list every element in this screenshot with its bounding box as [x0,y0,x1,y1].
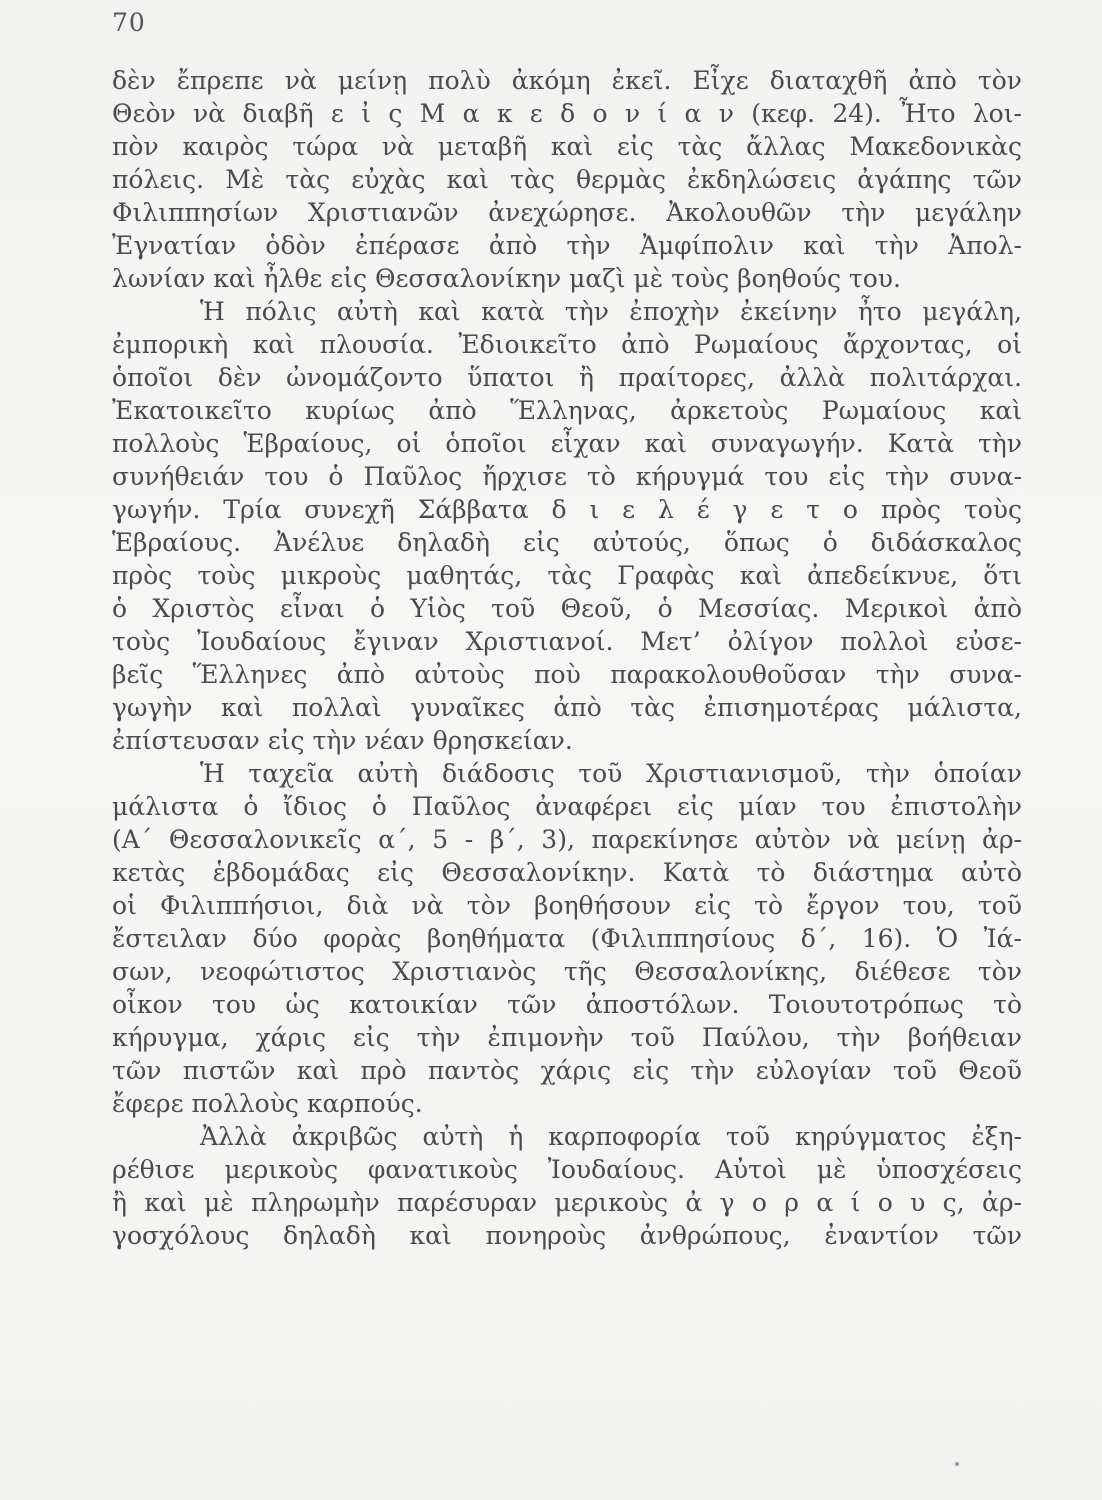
text-line: οἱ Φιλιππήσιοι, διὰ νὰ τὸν βοηθήσουν εἰς τὸ ἔργον του, τοῦ [112,891,1022,920]
text-line: πολλοὺς Ἑβραίους, οἱ ὁποῖοι εἶχαν καὶ συναγωγήν. Κατὰ τὴν [112,429,1022,458]
text-line: Ἡ πόλις αὐτὴ καὶ κατὰ τὴν ἐποχὴν ἐκείνην ἦτο μεγάλη, [200,297,1022,326]
text-line: γωγήν. Τρία συνεχῆ Σάββατα δ ι ε λ έ γ ε τ ο πρὸς τοὺς [112,495,1022,524]
text-line: κετὰς ἑβδομάδας εἰς Θεσσαλονίκην. Κατὰ τὸ διάστημα αὐτὸ [112,858,1022,887]
text-line: δὲν ἔπρεπε νὰ μείνῃ πολὺ ἀκόμη ἐκεῖ. Εἶχε διαταχθῆ ἀπὸ τὸν [112,66,1022,95]
text-line: γωγὴν καὶ πολλαὶ γυναῖκες ἀπὸ τὰς ἐπισημοτέρας μάλιστα, [112,693,1022,722]
text-line: πὸν καιρὸς τώρα νὰ μεταβῆ καὶ εἰς τὰς ἄλλας Μακεδονικὰς [112,132,1022,161]
text-line: Θεὸν νὰ διαβῆ ε ἰ ς Μ α κ ε δ ο ν ί α ν (κεφ. 24). Ἦτο λοι- [112,99,1022,128]
text-line: κήρυγμα, χάρις εἰς τὴν ἐπιμονὴν τοῦ Παύλου, τὴν βοήθειαν [112,1023,1022,1052]
text-line: γοσχόλους δηλαδὴ καὶ πονηροὺς ἀνθρώπους, ἐναντίον τῶν [112,1221,1022,1250]
text-line: Ἀλλὰ ἀκριβῶς αὐτὴ ἡ καρποφορία τοῦ κηρύγματος ἐξη- [200,1122,1022,1151]
text-line: πόλεις. Μὲ τὰς εὐχὰς καὶ τὰς θερμὰς ἐκδηλώσεις ἀγάπης τῶν [112,165,1022,194]
text-line: ὁποῖοι δὲν ὠνομάζοντο ὕπατοι ἢ πραίτορες, ἀλλὰ πολιτάρχαι. [112,363,1022,392]
text-line: ὁ Χριστὸς εἶναι ὁ Υἱὸς τοῦ Θεοῦ, ὁ Μεσσίας. Μερικοὶ ἀπὸ [112,594,1022,623]
text-line: πρὸς τοὺς μικροὺς μαθητάς, τὰς Γραφὰς καὶ ἀπεδείκνυε, ὅτι [112,561,1022,590]
text-line: τοὺς Ἰουδαίους ἔγιναν Χριστιανοί. Μετ’ ὀλίγον πολλοὶ εὐσε- [112,627,1022,656]
text-line: σων, νεοφώτιστος Χριστιανὸς τῆς Θεσσαλονίκης, διέθεσε τὸν [112,957,1022,986]
page-number: 70 [112,8,146,37]
text-line: Ἐγνατίαν ὁδὸν ἐπέρασε ἀπὸ τὴν Ἀμφίπολιν καὶ τὴν Ἀπολ- [112,231,1022,260]
text-line: Φιλιππησίων Χριστιανῶν ἀνεχώρησε. Ἀκολουθῶν τὴν μεγάλην [112,198,1022,227]
scan-speck [955,1462,959,1466]
text-line: ἐπίστευσαν εἰς τὴν νέαν θρησκείαν. [112,726,573,755]
text-line: μάλιστα ὁ ἴδιος ὁ Παῦλος ἀναφέρει εἰς μίαν του ἐπιστολὴν [112,792,1022,821]
text-line: ἢ καὶ μὲ πληρωμὴν παρέσυραν μερικοὺς ἀ γ ο ρ α ί ο υ ς, ἀρ- [112,1188,1022,1217]
text-line: οἶκον του ὡς κατοικίαν τῶν ἀποστόλων. Τοιουτοτρόπως τὸ [112,990,1022,1019]
body-text [112,64,1022,1252]
text-line: (Α´ Θεσσαλονικεῖς α´, 5 - β´, 3), παρεκίνησε αὐτὸν νὰ μείνῃ ἀρ- [112,825,1022,854]
text-line: ρέθισε μερικοὺς φανατικοὺς Ἰουδαίους. Αὐτοὶ μὲ ὑποσχέσεις [112,1155,1022,1184]
text-line: λωνίαν καὶ ἦλθε εἰς Θεσσαλονίκην μαζὶ μὲ τοὺς βοηθούς του. [112,264,901,293]
text-line: τῶν πιστῶν καὶ πρὸ παντὸς χάρις εἰς τὴν εὐλογίαν τοῦ Θεοῦ [112,1056,1022,1085]
text-line: ἐμπορικὴ καὶ πλουσία. Ἐδιοικεῖτο ἀπὸ Ρωμαίους ἄρχοντας, οἱ [112,330,1022,359]
text-line: Ἐκατοικεῖτο κυρίως ἀπὸ Ἕλληνας, ἀρκετοὺς Ρωμαίους καὶ [112,396,1022,425]
text-line: Ἑβραίους. Ἀνέλυε δηλαδὴ εἰς αὐτούς, ὅπως ὁ διδάσκαλος [112,528,1022,557]
text-line: συνήθειάν του ὁ Παῦλος ἤρχισε τὸ κήρυγμά του εἰς τὴν συνα- [112,462,1022,491]
text-line: Ἡ ταχεῖα αὐτὴ διάδοσις τοῦ Χριστιανισμοῦ, τὴν ὁποίαν [200,759,1022,788]
text-line: βεῖς Ἕλληνες ἀπὸ αὐτοὺς ποὺ παρακολουθοῦσαν τὴν συνα- [112,660,1022,689]
text-line: ἔστειλαν δύο φορὰς βοηθήματα (Φιλιππησίους δ´, 16). Ὁ Ἰά- [112,924,1022,953]
text-line: ἔφερε πολλοὺς καρπούς. [112,1089,423,1118]
